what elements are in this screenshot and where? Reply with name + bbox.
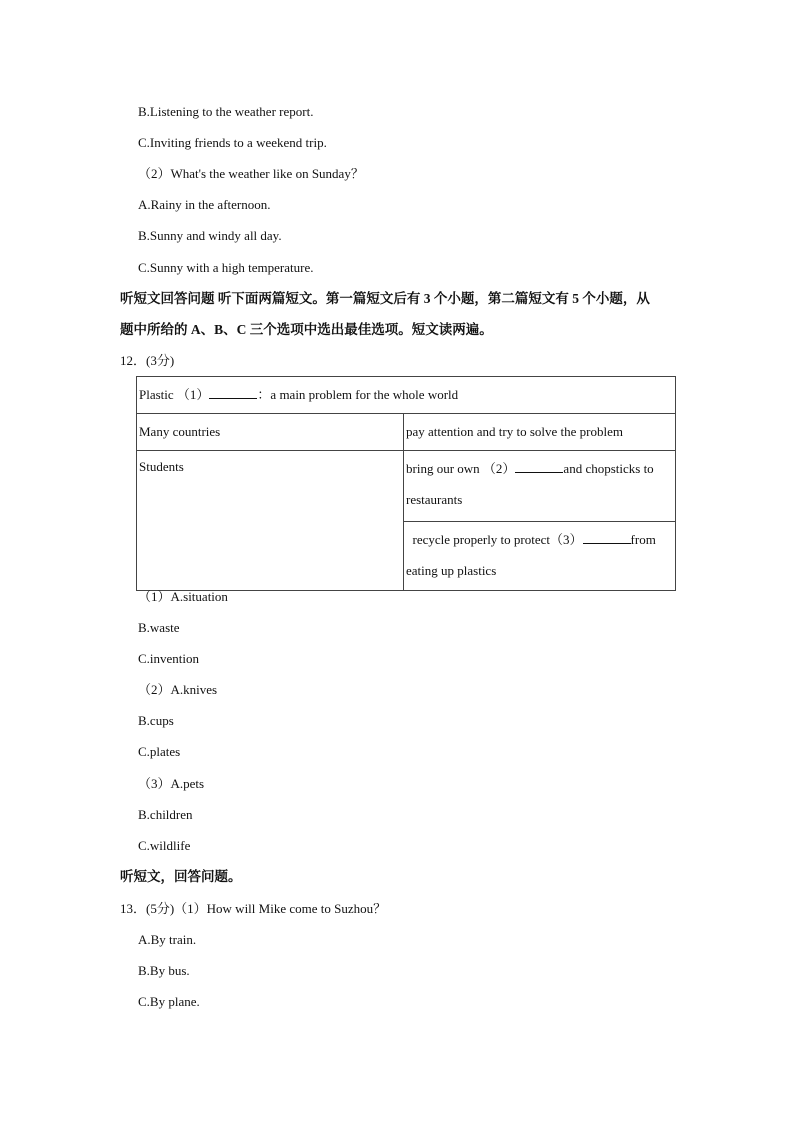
option-line: C.Sunny with a high temperature. <box>138 260 314 275</box>
cell-text: and chopsticks to <box>563 461 654 476</box>
answer-blank <box>515 461 563 473</box>
cell-text: bring our own （2） <box>406 461 516 476</box>
answer-blank <box>209 387 257 399</box>
cell-text: pay attention and try to solve the problem <box>406 424 623 439</box>
section-heading: 听短文，回答问题。 <box>120 869 242 884</box>
cell-text: recycle properly to protect（3） <box>406 532 583 548</box>
option-line: C.wildlife <box>138 838 191 853</box>
option-line: （3）A.pets <box>138 776 205 791</box>
question-number: 12．(3分) <box>120 353 175 368</box>
cell-text: Plastic （1） <box>139 387 210 402</box>
option-line: C.plates <box>138 744 181 759</box>
cell-text: restaurants <box>406 492 463 507</box>
table-cell <box>404 451 676 522</box>
option-line: B.waste <box>138 620 180 635</box>
option-line: B.By bus. <box>138 963 190 978</box>
cell-text: from <box>630 532 656 548</box>
cell-text: Students <box>139 459 184 474</box>
option-line: C.invention <box>138 651 200 666</box>
option-line: （2）A.knives <box>138 682 218 697</box>
table-cell <box>404 522 676 591</box>
table-cell <box>137 414 404 451</box>
option-line: B.cups <box>138 713 174 728</box>
option-line: B.Listening to the weather report. <box>138 104 314 119</box>
info-table <box>136 376 676 591</box>
answer-blank <box>583 532 631 544</box>
question-line: （2）What's the weather like on Sunday？ <box>138 166 364 181</box>
table-cell <box>137 451 404 591</box>
option-line: C.By plane. <box>138 994 200 1009</box>
table-cell <box>404 414 676 451</box>
cell-text: ：a main problem for the whole world <box>257 387 459 402</box>
option-line: A.Rainy in the afternoon. <box>138 197 271 212</box>
option-line: A.By train. <box>138 932 197 947</box>
option-line: （1）A.situation <box>138 589 228 604</box>
table-row <box>137 377 676 414</box>
option-line: C.Inviting friends to a weekend trip. <box>138 135 327 150</box>
cell-text: Many countries <box>139 424 221 439</box>
question-line: 13．(5分)（1）How will Mike come to Suzhou？ <box>120 901 387 916</box>
option-line: B.children <box>138 807 193 822</box>
cell-text: eating up plastics <box>406 563 497 579</box>
option-line: B.Sunny and windy all day. <box>138 228 282 243</box>
section-heading: 题中所给的 A、B、C 三个选项中选出最佳选项。短文读两遍。 <box>120 322 493 337</box>
section-heading: 听短文回答问题 听下面两篇短文。第一篇短文后有 3 个小题，第二篇短文有 5 个小题，从 <box>120 291 650 306</box>
